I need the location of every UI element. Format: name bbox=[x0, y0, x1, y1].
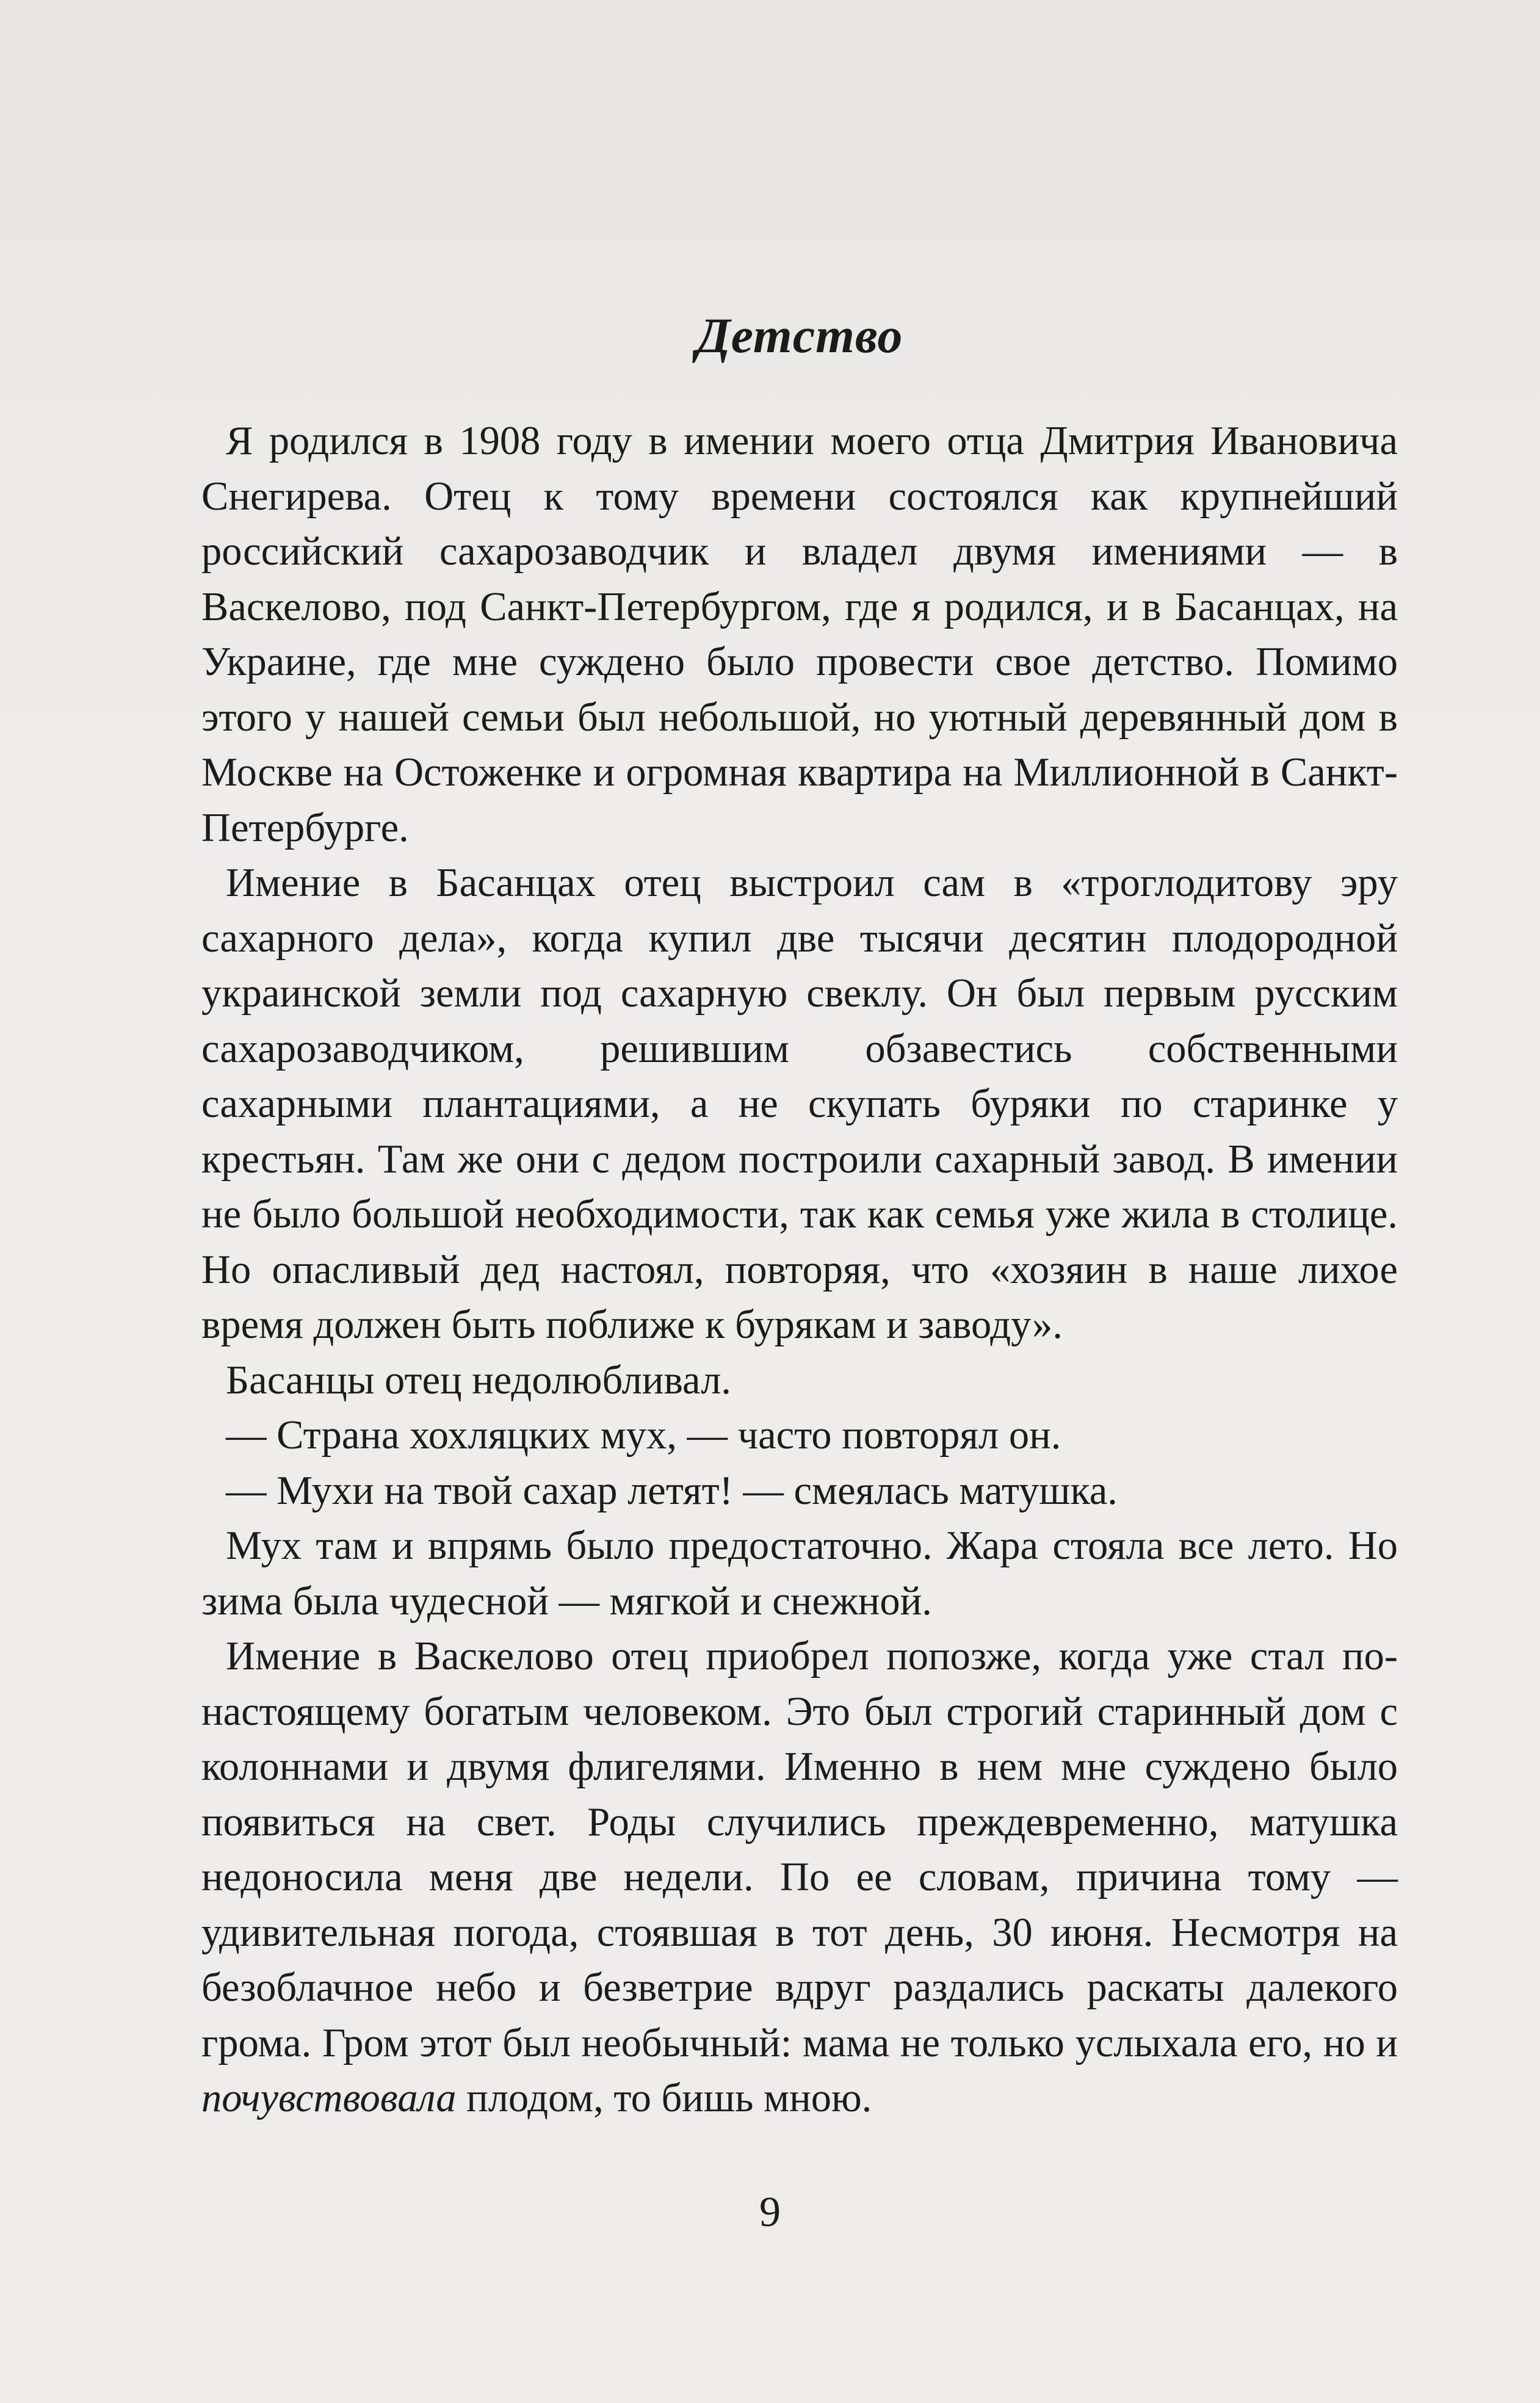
paragraph-2: Имение в Басанцах отец выстроил сам в «троглодитову эру сахарного дела», когда купил две тысячи десятин плодородной украинской земли под сахарную свеклу. Он был первым русским сахарозаводчиком, решившим обзавестись собственными сахарными плантациями, а не скупать буряки по старинке у крестьян. Там же они с дедом построили сахарный завод. В имении не было большой необходимости, так как семья уже жила в столице. Но опасливый дед настоял, повторяя, что «хозяин в наше лихое время должен быть поближе к бурякам и заводу». bbox=[201, 861, 1398, 1347]
paragraph-7-tail: плодом, то бишь мною. bbox=[456, 2076, 872, 2120]
page-body bbox=[201, 305, 1398, 2127]
paragraph-1: Я родился в 1908 году в имении моего отца Дмитрия Ивановича Снегирева. Отец к тому времени состоялся как крупнейший российский сахарозаводчик и владел двумя имениями — в Васкелово, под Санкт-Петербургом, где я родился, и в Басанцах, на Украине, где мне суждено было провести свое детство. Помимо этого у нашей семьи был небольшой, но уютный деревянный дом в Москве на Остоженке и огромная квартира на Миллионной в Санкт-Петербурге. bbox=[201, 419, 1398, 850]
paragraph-7-text: Имение в Васкелово отец приобрел попозже, когда уже стал по-настоящему богатым человеком. Это был строгий старинный дом с колоннами и двумя флигелями. Именно в нем мне суждено было появиться на свет. Роды случились преждевременно, матушка недоносила меня две недели. По ее словам, причина тому — удивительная погода, стоявшая в тот день, 30 июня. Несмотря на безоблачное небо и безветрие вдруг раздались раскаты далекого грома. Гром этот был необычный: мама не только услыхала его, но и bbox=[201, 1634, 1398, 2065]
paragraph-7 bbox=[201, 1629, 1398, 2127]
paragraph-4: — Страна хохляцких мух, — часто повторял он. bbox=[226, 1413, 1061, 1458]
paragraph-6: Мух там и впрямь было предостаточно. Жара стояла все лето. Но зима была чудесной — мягкой и снежной. bbox=[201, 1523, 1398, 1624]
italic-word: почувствовала bbox=[201, 2076, 457, 2120]
paragraph-5: — Мухи на твой сахар летят! — смеялась матушка. bbox=[226, 1468, 1118, 1513]
paragraph-3: Басанцы отец недолюбливал. bbox=[226, 1357, 731, 1403]
page-number: 9 bbox=[759, 2189, 781, 2236]
chapter-title: Детство bbox=[696, 308, 903, 363]
